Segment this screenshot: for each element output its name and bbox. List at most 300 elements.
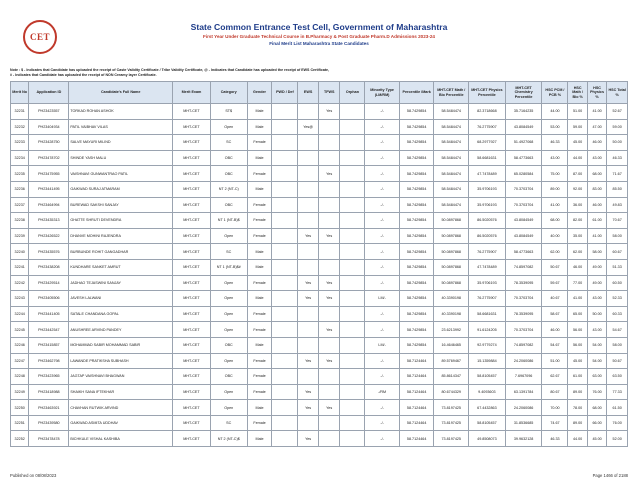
table-cell: SHAIKH SANA IFTEKHAR bbox=[69, 384, 173, 400]
table-cell: 58.7429854 bbox=[399, 337, 434, 353]
table-cell: 78.00 bbox=[568, 400, 587, 416]
table-cell: 40.3390198 bbox=[434, 306, 469, 322]
table-cell: 58.7429854 bbox=[399, 306, 434, 322]
table-cell: Male bbox=[247, 431, 272, 447]
table-cell bbox=[340, 275, 365, 291]
table-cell: Female bbox=[247, 415, 272, 431]
table-cell: MHT-CET bbox=[173, 431, 211, 447]
table-cell: CHAVHAN RUTWIK ARVIND bbox=[69, 400, 173, 416]
table-cell: 44.00 bbox=[568, 150, 587, 166]
table-cell: 43.8084549 bbox=[505, 228, 542, 244]
table-cell: 52.33 bbox=[607, 291, 628, 307]
page-number: Page 1466 of 2188 bbox=[592, 473, 628, 478]
table-cell: 74.67 bbox=[542, 415, 568, 431]
table-cell: MHT-CET bbox=[173, 384, 211, 400]
table-cell: 54.00 bbox=[587, 337, 606, 353]
table-cell: PH23442547 bbox=[29, 322, 69, 338]
published-date: Published on 08/08/2023 bbox=[10, 473, 57, 478]
header-titles bbox=[0, 22, 638, 47]
table-cell: Female bbox=[247, 197, 272, 213]
table-cell: GAIKWAD SURAJ ATMARAM bbox=[69, 181, 173, 197]
table-row bbox=[11, 337, 628, 353]
table-cell: Yes bbox=[298, 275, 319, 291]
table-cell: LM/- bbox=[365, 337, 400, 353]
header-row bbox=[11, 82, 628, 104]
table-cell: 76.00 bbox=[607, 415, 628, 431]
table-cell: 76.2775907 bbox=[469, 244, 506, 260]
table-cell: 58.7429854 bbox=[399, 291, 434, 307]
table-cell bbox=[318, 306, 340, 322]
table-cell: 46.33 bbox=[542, 431, 568, 447]
table-cell: 35.9706193 bbox=[469, 197, 506, 213]
table-cell: 44.00 bbox=[568, 431, 587, 447]
table-cell: 58.67 bbox=[542, 306, 568, 322]
table-cell: PH23438208 bbox=[29, 259, 69, 275]
list-title: Final Merit List Maharashtra State Candidates bbox=[269, 41, 369, 46]
column-header: HSC Math / Bio % bbox=[568, 82, 587, 104]
table-row bbox=[11, 400, 628, 416]
table-cell: 58.7429854 bbox=[399, 213, 434, 229]
table-cell: 58.7429854 bbox=[399, 197, 434, 213]
table-cell: 40.00 bbox=[542, 228, 568, 244]
table-cell: 76.00 bbox=[587, 384, 606, 400]
note-line: Note : $ - Indicates that Candidate has uploaded the receipt of Caste Validity Certificate / Tribe Validity Certificate, @ - Indicates that Candidate has uploaded the receipt of EWS Certificate, bbox=[10, 68, 330, 72]
table-cell: 43.00 bbox=[542, 150, 568, 166]
table-cell bbox=[318, 369, 340, 385]
table-cell bbox=[340, 306, 365, 322]
table-cell: 45.00 bbox=[587, 431, 606, 447]
table-cell: Yes bbox=[298, 353, 319, 369]
table-cell: LAWANDE PRATIKSHA SUBHASH bbox=[69, 353, 173, 369]
table-cell bbox=[340, 244, 365, 260]
table-cell bbox=[272, 291, 298, 307]
table-row bbox=[11, 275, 628, 291]
table-cell: 43.00 bbox=[587, 150, 606, 166]
table-cell: 35.9706193 bbox=[469, 275, 506, 291]
table-cell: Male bbox=[247, 150, 272, 166]
table-cell: 32236 bbox=[11, 181, 29, 197]
table-cell: 50.67 bbox=[607, 353, 628, 369]
table-cell: 75.00 bbox=[542, 166, 568, 182]
page-subtitle: First Year Under Graduate Technical Course in B.Pharmacy & Post Graduate Pharm.D Admissions 2023-24 bbox=[203, 34, 435, 39]
table-cell bbox=[272, 353, 298, 369]
table-cell: 49.00 bbox=[587, 275, 606, 291]
table-cell: 59.00 bbox=[607, 119, 628, 135]
table-cell: Female bbox=[247, 322, 272, 338]
table-cell: PH23462798 bbox=[29, 353, 69, 369]
table-cell: Yes bbox=[318, 400, 340, 416]
table-cell: 32251 bbox=[11, 415, 29, 431]
table-cell bbox=[272, 150, 298, 166]
table-cell bbox=[298, 415, 319, 431]
table-cell: 58.5484474 bbox=[434, 197, 469, 213]
table-cell bbox=[298, 337, 319, 353]
table-cell: PH23441405 bbox=[29, 306, 69, 322]
table-cell: MHT-CET bbox=[173, 135, 211, 151]
table-cell: 58.6681631 bbox=[469, 306, 506, 322]
table-cell: -/- bbox=[365, 275, 400, 291]
table-cell bbox=[318, 259, 340, 275]
table-cell: 50.0897868 bbox=[434, 244, 469, 260]
table-cell: BURBUNDE ROHIT GANGADHAR bbox=[69, 244, 173, 260]
table-row bbox=[11, 306, 628, 322]
table-cell: NT 1 (NT-B)$ bbox=[210, 213, 247, 229]
table-row bbox=[11, 259, 628, 275]
table-cell: SATALE CHANDANA GOPAL bbox=[69, 306, 173, 322]
table-cell: 54.67 bbox=[542, 337, 568, 353]
table-cell: OBC bbox=[210, 369, 247, 385]
table-cell: 58.7429854 bbox=[399, 228, 434, 244]
table-cell: 47.7478489 bbox=[469, 166, 506, 182]
table-cell: 58.7429854 bbox=[399, 259, 434, 275]
table-cell bbox=[298, 166, 319, 182]
table-cell: BICHKULE VISHAL KASHIBA bbox=[69, 431, 173, 447]
table-cell bbox=[298, 306, 319, 322]
table-cell: 44.00 bbox=[542, 104, 568, 120]
table-cell: 58.7429854 bbox=[399, 119, 434, 135]
table-cell: 32243 bbox=[11, 291, 29, 307]
table-cell: OBC bbox=[210, 197, 247, 213]
table-cell: 32240 bbox=[11, 244, 29, 260]
table-cell: 41.00 bbox=[587, 104, 606, 120]
table-cell: 58.8105457 bbox=[469, 369, 506, 385]
table-cell: 58.7124464 bbox=[399, 400, 434, 416]
table-cell: MHT-CET bbox=[173, 119, 211, 135]
table-cell: 58.6681631 bbox=[469, 150, 506, 166]
column-header: EWS bbox=[298, 82, 319, 104]
table-cell: -/- bbox=[365, 306, 400, 322]
table-cell: 70.3703704 bbox=[505, 291, 542, 307]
table-cell: 58.7429854 bbox=[399, 244, 434, 260]
table-cell: PH23475955 bbox=[29, 166, 69, 182]
page-header bbox=[0, 20, 638, 62]
table-cell: 58.4773663 bbox=[505, 244, 542, 260]
table-cell: LM/- bbox=[365, 291, 400, 307]
table-cell: 50.0897868 bbox=[434, 259, 469, 275]
table-cell: PH23464994 bbox=[29, 197, 69, 213]
table-cell: 32245 bbox=[11, 322, 29, 338]
table-cell: MHT-CET bbox=[173, 322, 211, 338]
table-cell: 39.9632128 bbox=[505, 431, 542, 447]
table-cell: -/- bbox=[365, 259, 400, 275]
table-cell: Male bbox=[247, 104, 272, 120]
table-cell bbox=[272, 415, 298, 431]
table-cell: 54.00 bbox=[587, 353, 606, 369]
table-cell bbox=[340, 135, 365, 151]
table-cell: ANUSHREE ARVIND PANDEY bbox=[69, 322, 173, 338]
table-cell: 68.00 bbox=[542, 213, 568, 229]
table-cell: Female bbox=[247, 384, 272, 400]
table-cell: 58.7124464 bbox=[399, 384, 434, 400]
table-cell: 58.7429854 bbox=[399, 150, 434, 166]
table-cell bbox=[340, 104, 365, 120]
table-cell: -/- bbox=[365, 431, 400, 447]
table-cell bbox=[340, 431, 365, 447]
table-row bbox=[11, 384, 628, 400]
table-cell: 32250 bbox=[11, 400, 29, 416]
table-cell: ST$ bbox=[210, 104, 247, 120]
table-cell bbox=[340, 197, 365, 213]
table-cell: 86.5020576 bbox=[469, 228, 506, 244]
table-cell bbox=[340, 337, 365, 353]
table-cell: 50.67 bbox=[542, 259, 568, 275]
table-cell: -/- bbox=[365, 166, 400, 182]
table-cell: 32241 bbox=[11, 259, 29, 275]
table-cell: PH23415857 bbox=[29, 337, 69, 353]
table-cell: 58.7429854 bbox=[399, 275, 434, 291]
table-cell: 60.67 bbox=[607, 244, 628, 260]
table-cell: OBC bbox=[210, 337, 247, 353]
table-cell: 91.6124205 bbox=[469, 322, 506, 338]
table-cell: Yes bbox=[318, 104, 340, 120]
table-cell: 35.7164235 bbox=[505, 104, 542, 120]
table-cell: MHT-CET bbox=[173, 104, 211, 120]
table-cell: 73.8197425 bbox=[434, 431, 469, 447]
table-cell bbox=[340, 291, 365, 307]
table-cell: 46.33 bbox=[542, 135, 568, 151]
table-cell: 51.00 bbox=[568, 104, 587, 120]
table-cell bbox=[298, 181, 319, 197]
table-cell: Yes bbox=[298, 400, 319, 416]
table-body bbox=[11, 104, 628, 447]
table-cell: JAGTAP VAISHNAVI BHAGWAN bbox=[69, 369, 173, 385]
table-cell: KUNDHARE SANKET AMRUT bbox=[69, 259, 173, 275]
page-title: State Common Entrance Test Cell, Government of Maharashtra bbox=[190, 22, 448, 32]
table-cell bbox=[272, 197, 298, 213]
table-row bbox=[11, 244, 628, 260]
table-cell: MHT-CET bbox=[173, 166, 211, 182]
table-cell: 70.00 bbox=[542, 400, 568, 416]
table-cell: 7.6967096 bbox=[505, 369, 542, 385]
table-cell bbox=[318, 197, 340, 213]
table-cell: Yes bbox=[298, 291, 319, 307]
table-row bbox=[11, 322, 628, 338]
table-cell bbox=[298, 135, 319, 151]
table-cell: PH23426522 bbox=[29, 228, 69, 244]
table-cell: NT 1 (NT-B)$# bbox=[210, 259, 247, 275]
table-cell: PH23478702 bbox=[29, 150, 69, 166]
table-cell bbox=[340, 369, 365, 385]
table-cell: 32244 bbox=[11, 306, 29, 322]
table-cell: 85.50 bbox=[607, 181, 628, 197]
table-cell: 71.67 bbox=[607, 166, 628, 182]
table-cell: Female bbox=[247, 275, 272, 291]
table-cell: 58.4773663 bbox=[505, 150, 542, 166]
table-cell: 31.8536685 bbox=[505, 415, 542, 431]
table-cell: Open bbox=[210, 119, 247, 135]
table-row bbox=[11, 197, 628, 213]
table-cell bbox=[318, 415, 340, 431]
table-cell: 68.00 bbox=[587, 400, 606, 416]
table-cell: Yes bbox=[318, 228, 340, 244]
table-cell: -/- bbox=[365, 150, 400, 166]
table-cell: 47.00 bbox=[587, 119, 606, 135]
table-cell: MHT-CET bbox=[173, 181, 211, 197]
table-cell: -/- bbox=[365, 119, 400, 135]
table-row bbox=[11, 228, 628, 244]
table-cell: 80.6744329 bbox=[434, 384, 469, 400]
column-header: Application ID bbox=[29, 82, 69, 104]
table-cell: 58.00 bbox=[607, 228, 628, 244]
table-cell: 50.00 bbox=[607, 135, 628, 151]
table-cell: PH23423557 bbox=[29, 104, 69, 120]
table-cell bbox=[272, 259, 298, 275]
table-cell: PH23405506 bbox=[29, 291, 69, 307]
table-cell bbox=[272, 119, 298, 135]
table-cell: NT 2 (NT-C) bbox=[210, 181, 247, 197]
table-cell: JAVESH LALWANI bbox=[69, 291, 173, 307]
table-cell bbox=[318, 244, 340, 260]
table-cell: Female bbox=[247, 353, 272, 369]
table-cell: Yes bbox=[298, 384, 319, 400]
note-line: # - Indicates that Candidate has uploaded the receipt of NON Creamy layer Certificate. bbox=[10, 73, 157, 78]
table-cell: 73.8197425 bbox=[434, 400, 469, 416]
table-cell: Male bbox=[247, 291, 272, 307]
table-cell: 58.5484474 bbox=[434, 150, 469, 166]
table-row bbox=[11, 353, 628, 369]
table-cell: SHINDE YASH MALU bbox=[69, 150, 173, 166]
table-cell: PH23428750 bbox=[29, 135, 69, 151]
table-cell: PH23418988 bbox=[29, 384, 69, 400]
column-header: Orphan bbox=[340, 82, 365, 104]
table-cell bbox=[340, 181, 365, 197]
table-cell bbox=[298, 322, 319, 338]
table-cell: MHT-CET bbox=[173, 337, 211, 353]
table-cell: 45.00 bbox=[568, 135, 587, 151]
table-cell: Open bbox=[210, 400, 247, 416]
table-cell: SALVE MAYURI MILIND bbox=[69, 135, 173, 151]
table-cell: Male bbox=[247, 259, 272, 275]
table-cell bbox=[340, 384, 365, 400]
table-header bbox=[11, 82, 628, 104]
table-cell: 89.00 bbox=[568, 384, 587, 400]
table-cell: Female bbox=[247, 306, 272, 322]
table-cell: PH23463921 bbox=[29, 400, 69, 416]
table-cell: Male bbox=[247, 244, 272, 260]
table-cell: 32235 bbox=[11, 166, 29, 182]
table-cell: PH23441495 bbox=[29, 181, 69, 197]
table-cell: 43.8084549 bbox=[505, 213, 542, 229]
table-cell: Yes bbox=[318, 275, 340, 291]
table-cell: 50.0897868 bbox=[434, 228, 469, 244]
table-cell: 52.67 bbox=[607, 104, 628, 120]
table-cell: Male bbox=[247, 400, 272, 416]
table-cell: 58.7429854 bbox=[399, 135, 434, 151]
table-cell: Yes bbox=[298, 431, 319, 447]
table-cell: PH23439580 bbox=[29, 415, 69, 431]
table-cell bbox=[272, 181, 298, 197]
table-cell: 58.7124464 bbox=[399, 415, 434, 431]
table-cell bbox=[318, 213, 340, 229]
column-header: Merit Exam bbox=[173, 82, 211, 104]
table-row bbox=[11, 166, 628, 182]
table-cell: 61.00 bbox=[587, 213, 606, 229]
table-cell: PH23435313 bbox=[29, 213, 69, 229]
table-cell: 32252 bbox=[11, 431, 29, 447]
table-cell bbox=[340, 400, 365, 416]
table-cell: 73.8197425 bbox=[434, 415, 469, 431]
table-cell: -/- bbox=[365, 244, 400, 260]
table-cell bbox=[340, 322, 365, 338]
table-cell: 32248 bbox=[11, 369, 29, 385]
table-cell: 35.9706193 bbox=[469, 181, 506, 197]
table-cell: Female bbox=[247, 228, 272, 244]
table-cell: 50.0897868 bbox=[434, 213, 469, 229]
table-cell: Male bbox=[247, 181, 272, 197]
table-cell: 24.2060086 bbox=[505, 353, 542, 369]
table-cell: DHANVE MOHINI RAJENDRA bbox=[69, 228, 173, 244]
table-cell: JADHAO TEJASWINI SANJAY bbox=[69, 275, 173, 291]
table-cell: 32237 bbox=[11, 197, 29, 213]
table-cell: 23.6213992 bbox=[434, 322, 469, 338]
table-cell: -/- bbox=[365, 197, 400, 213]
table-cell bbox=[318, 337, 340, 353]
table-cell: OBC bbox=[210, 166, 247, 182]
table-row bbox=[11, 431, 628, 447]
table-cell: MHT-CET bbox=[173, 400, 211, 416]
table-cell: 49.8508073 bbox=[469, 431, 506, 447]
table-cell: 56.00 bbox=[568, 337, 587, 353]
table-cell: 43.00 bbox=[587, 291, 606, 307]
table-cell: 82.3718668 bbox=[469, 104, 506, 120]
table-cell: 56.00 bbox=[568, 322, 587, 338]
column-header: HSC Total % bbox=[607, 82, 628, 104]
table-cell: 58.5484474 bbox=[434, 135, 469, 151]
table-row bbox=[11, 104, 628, 120]
column-header: HSC PCM / PCB % bbox=[542, 82, 568, 104]
table-cell: -/RM bbox=[365, 384, 400, 400]
table-cell: OBC bbox=[210, 150, 247, 166]
table-cell: 45.00 bbox=[568, 353, 587, 369]
table-cell: 32247 bbox=[11, 353, 29, 369]
table-cell: 51.4927068 bbox=[505, 135, 542, 151]
table-cell: 46.00 bbox=[587, 135, 606, 151]
table-cell: NT 2 (NT-C)$ bbox=[210, 431, 247, 447]
table-cell bbox=[298, 150, 319, 166]
table-row bbox=[11, 135, 628, 151]
table-cell: 82.00 bbox=[568, 213, 587, 229]
logo-text: CET bbox=[29, 32, 50, 42]
table-cell: 58.5484474 bbox=[434, 104, 469, 120]
table-cell bbox=[318, 150, 340, 166]
table-cell bbox=[340, 415, 365, 431]
table-cell: Male bbox=[247, 337, 272, 353]
table-cell: 49.00 bbox=[587, 259, 606, 275]
table-cell bbox=[272, 369, 298, 385]
table-cell: 62.67 bbox=[542, 369, 568, 385]
table-cell bbox=[298, 369, 319, 385]
table-cell bbox=[318, 119, 340, 135]
table-cell: 43.00 bbox=[587, 322, 606, 338]
table-cell: 58.7429854 bbox=[399, 166, 434, 182]
table-cell bbox=[298, 104, 319, 120]
column-header: Candidate's Full Name bbox=[69, 82, 173, 104]
table-cell: 62.00 bbox=[568, 244, 587, 260]
table-cell bbox=[272, 275, 298, 291]
table-cell bbox=[298, 259, 319, 275]
table-cell bbox=[272, 166, 298, 182]
merit-list-table bbox=[10, 81, 628, 447]
table-cell: BUREWAD SAKSHI SANJAY bbox=[69, 197, 173, 213]
table-cell bbox=[272, 104, 298, 120]
table-cell: 32249 bbox=[11, 384, 29, 400]
table-cell: 53.00 bbox=[542, 119, 568, 135]
table-cell: 32232 bbox=[11, 119, 29, 135]
table-cell bbox=[340, 166, 365, 182]
table-row bbox=[11, 291, 628, 307]
table-cell bbox=[340, 353, 365, 369]
table-cell: 74.8597082 bbox=[505, 337, 542, 353]
